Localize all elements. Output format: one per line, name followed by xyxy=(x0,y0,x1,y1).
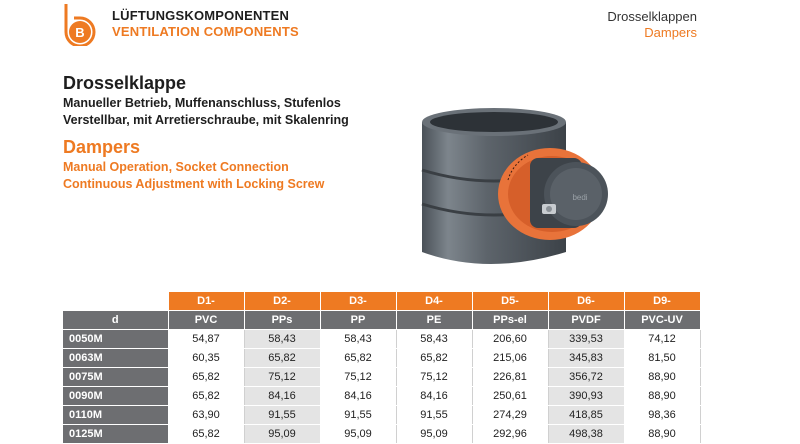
table-row xyxy=(63,387,700,406)
table-cell: 215,06 xyxy=(472,349,548,368)
table-cell: 63,90 xyxy=(168,406,244,425)
table-cell: 418,85 xyxy=(548,406,624,425)
table-row xyxy=(63,425,700,444)
table-cell: 58,43 xyxy=(320,330,396,349)
product-subtitle-de xyxy=(63,95,349,129)
brand-title-en: VENTILATION COMPONENTS xyxy=(112,24,299,39)
table-cell: 84,16 xyxy=(244,387,320,406)
table-cell: 98,36 xyxy=(624,406,700,425)
product-title-de: Drosselklappe xyxy=(63,73,187,93)
table-cell: 88,90 xyxy=(624,387,700,406)
table-cell: 84,16 xyxy=(320,387,396,406)
col-material-pvdf: PVDF xyxy=(548,311,624,330)
table-cell: 95,09 xyxy=(244,425,320,444)
table-cell: 95,09 xyxy=(396,425,472,444)
product-image-label: bedi xyxy=(572,193,588,202)
col-code-d2: D2- xyxy=(244,292,320,311)
row-size-label: 0090M xyxy=(63,387,168,406)
product-subtitle-en-line2: Continuous Adjustment with Locking Screw xyxy=(63,177,325,191)
table-cell: 58,43 xyxy=(396,330,472,349)
col-material-pp: PP xyxy=(320,311,396,330)
table-cell: 91,55 xyxy=(320,406,396,425)
table-cell: 91,55 xyxy=(244,406,320,425)
table-material-header-row xyxy=(63,311,700,330)
table-cell: 58,43 xyxy=(244,330,320,349)
table-cell: 91,55 xyxy=(396,406,472,425)
brand-logo-icon xyxy=(60,2,106,46)
row-size-label: 0075M xyxy=(63,368,168,387)
col-material-pps: PPs xyxy=(244,311,320,330)
table-cell: 498,38 xyxy=(548,425,624,444)
col-code-d3: D3- xyxy=(320,292,396,311)
col-code-d9: D9- xyxy=(624,292,700,311)
table-cell: 88,90 xyxy=(624,425,700,444)
table-cell: 339,53 xyxy=(548,330,624,349)
table-cell: 75,12 xyxy=(396,368,472,387)
table-row xyxy=(63,349,700,368)
product-subtitle-de-line2: Verstellbar, mit Arretierschraube, mit Skalenring xyxy=(63,113,349,127)
product-subtitle-en xyxy=(63,159,324,193)
table-cell: 356,72 xyxy=(548,368,624,387)
damper-product-image xyxy=(408,100,626,278)
table-cell: 60,35 xyxy=(168,349,244,368)
table-cell: 54,87 xyxy=(168,330,244,349)
table-cell: 65,82 xyxy=(320,349,396,368)
product-subtitle-en-line1: Manual Operation, Socket Connection xyxy=(63,160,289,174)
table-cell: 75,12 xyxy=(320,368,396,387)
table-cell: 65,82 xyxy=(168,387,244,406)
row-size-label: 0110M xyxy=(63,406,168,425)
table-cell: 274,29 xyxy=(472,406,548,425)
table-code-header-row xyxy=(63,292,700,311)
table-cell: 390,93 xyxy=(548,387,624,406)
table-cell: 65,82 xyxy=(168,368,244,387)
row-size-label: 0063M xyxy=(63,349,168,368)
table-row xyxy=(63,406,700,425)
table-cell: 226,81 xyxy=(472,368,548,387)
table-cell: 95,09 xyxy=(320,425,396,444)
category-en: Dampers xyxy=(644,25,697,40)
product-subtitle-de-line1: Manueller Betrieb, Muffenanschluss, Stufenlos xyxy=(63,96,341,110)
table-cell: 88,90 xyxy=(624,368,700,387)
table-cell: 250,61 xyxy=(472,387,548,406)
table-cell: 65,82 xyxy=(168,425,244,444)
table-cell: 74,12 xyxy=(624,330,700,349)
col-header-d: d xyxy=(63,311,168,330)
product-title-en: Dampers xyxy=(63,137,141,157)
table-cell: 65,82 xyxy=(244,349,320,368)
table-cell: 75,12 xyxy=(244,368,320,387)
col-material-pps-el: PPs-el xyxy=(472,311,548,330)
col-code-d1: D1- xyxy=(168,292,244,311)
row-size-label: 0125M xyxy=(63,425,168,444)
table-row xyxy=(63,368,700,387)
table-cell: 345,83 xyxy=(548,349,624,368)
col-material-pvc: PVC xyxy=(168,311,244,330)
table-corner-cell xyxy=(63,292,168,311)
brand-title-de: LÜFTUNGSKOMPONENTEN xyxy=(112,8,290,23)
col-code-d6: D6- xyxy=(548,292,624,311)
table-cell: 81,50 xyxy=(624,349,700,368)
col-material-pe: PE xyxy=(396,311,472,330)
table-cell: 65,82 xyxy=(396,349,472,368)
col-code-d4: D4- xyxy=(396,292,472,311)
table-cell: 206,60 xyxy=(472,330,548,349)
price-table xyxy=(63,292,701,444)
col-code-d5: D5- xyxy=(472,292,548,311)
category-de: Drosselklappen xyxy=(607,9,697,24)
col-material-pvc-uv: PVC-UV xyxy=(624,311,700,330)
table-row xyxy=(63,330,700,349)
table-cell: 292,96 xyxy=(472,425,548,444)
table-cell: 84,16 xyxy=(396,387,472,406)
logo-letter: B xyxy=(75,25,85,40)
row-size-label: 0050M xyxy=(63,330,168,349)
